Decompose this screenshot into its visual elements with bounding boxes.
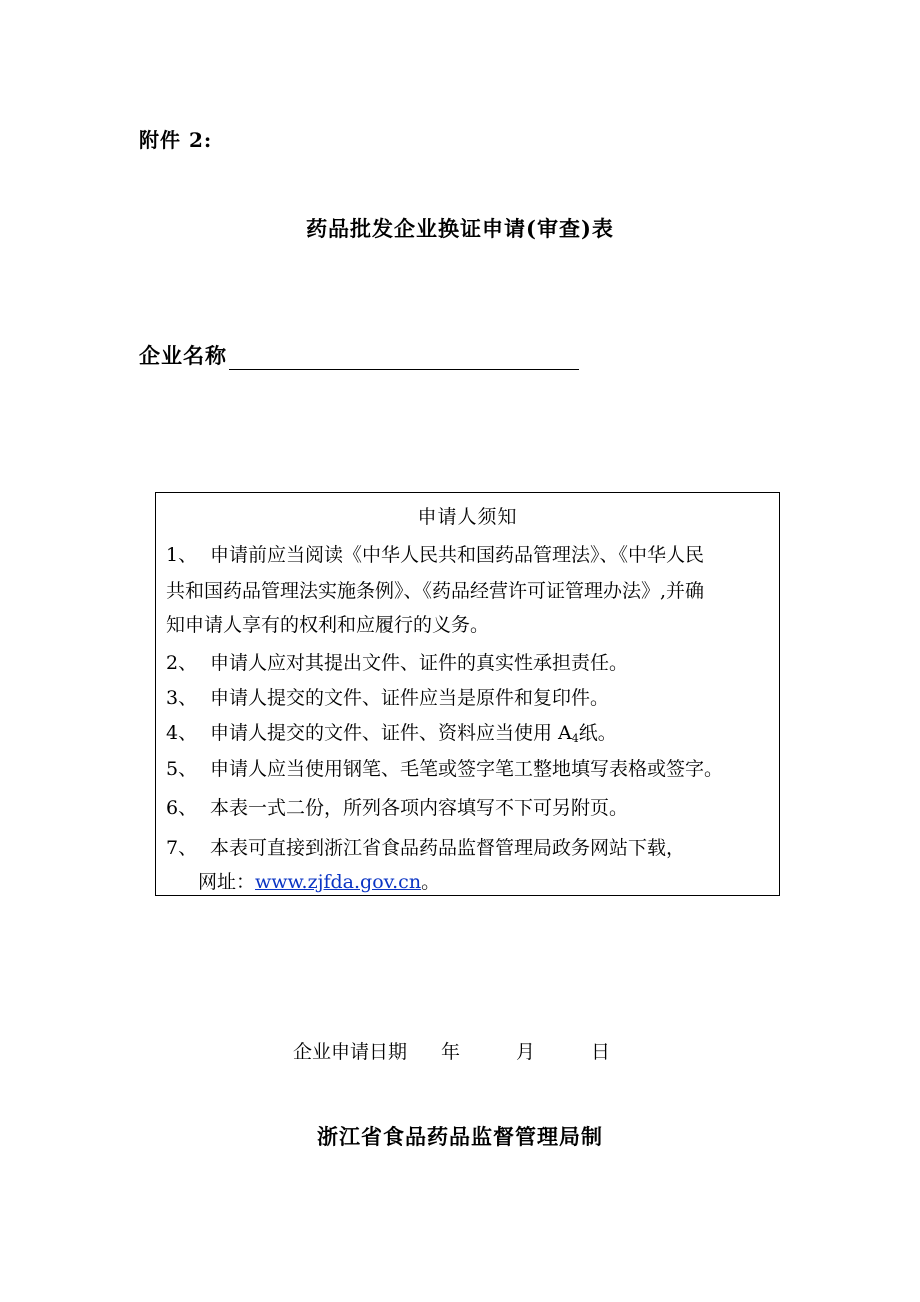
notice-item-number: 7、	[166, 837, 198, 859]
application-date-row	[293, 1037, 610, 1064]
notice-item-1-line-1	[166, 540, 704, 567]
company-name-row	[139, 340, 579, 370]
notice-item-2	[166, 648, 628, 675]
notice-item-text: 申请人提交的文件、证件、资料应当使用 A	[210, 722, 572, 744]
notice-item-number: 5、	[166, 758, 198, 780]
notice-item-1-line-3: 知申请人享有的权利和应履行的义务。	[166, 614, 490, 636]
url-suffix: 。	[421, 871, 441, 893]
applicant-notice-box	[155, 492, 780, 896]
notice-item-text: 申请前应当阅读《中华人民共和国药品管理法》、《中华人民	[210, 544, 705, 566]
notice-item-7-url-line	[198, 867, 440, 894]
date-year-label: 年	[441, 1041, 461, 1063]
notice-item-3	[166, 683, 609, 710]
url-label: 网址：	[198, 871, 256, 893]
notice-item-text: 申请人应当使用钢笔、毛笔或签字笔工整地填写表格或签字。	[210, 758, 724, 780]
notice-item-subscript: 4	[571, 732, 579, 745]
notice-item-text: 本表可直接到浙江省食品药品监督管理局政务网站下载，	[210, 837, 686, 859]
form-title: 药品批发企业换证申请(审查)表	[306, 216, 614, 241]
notice-item-text: 申请人提交的文件、证件应当是原件和复印件。	[210, 687, 610, 709]
notice-item-6	[166, 793, 628, 820]
company-name-label: 企业名称	[139, 343, 227, 368]
date-label: 企业申请日期	[293, 1041, 408, 1063]
date-day-label: 日	[591, 1041, 611, 1063]
notice-item-text: 申请人应对其提出文件、证件的真实性承担责任。	[210, 652, 629, 674]
notice-item-5	[166, 754, 723, 781]
notice-item-number: 1、	[166, 544, 198, 566]
notice-item-number: 4、	[166, 722, 198, 744]
company-name-field[interactable]	[229, 345, 579, 370]
issuer-footer: 浙江省食品药品监督管理局制	[317, 1124, 603, 1149]
website-link[interactable]: www.zjfda.gov.cn	[255, 871, 422, 893]
notice-item-7	[166, 833, 685, 860]
notice-item-text: 本表一式二份，所列各项内容填写不下可另附页。	[210, 797, 629, 819]
attachment-label: 附件 2:	[139, 128, 213, 152]
notice-item-text-suffix: 纸。	[578, 722, 617, 744]
notice-item-1-line-2: 共和国药品管理法实施条例》、《药品经营许可证管理办法》,并确	[166, 580, 705, 602]
date-month-label: 月	[516, 1041, 536, 1063]
notice-item-number: 6、	[166, 797, 198, 819]
notice-item-4	[166, 718, 617, 745]
notice-title: 申请人须知	[417, 506, 518, 528]
notice-item-number: 2、	[166, 652, 198, 674]
notice-item-number: 3、	[166, 687, 198, 709]
